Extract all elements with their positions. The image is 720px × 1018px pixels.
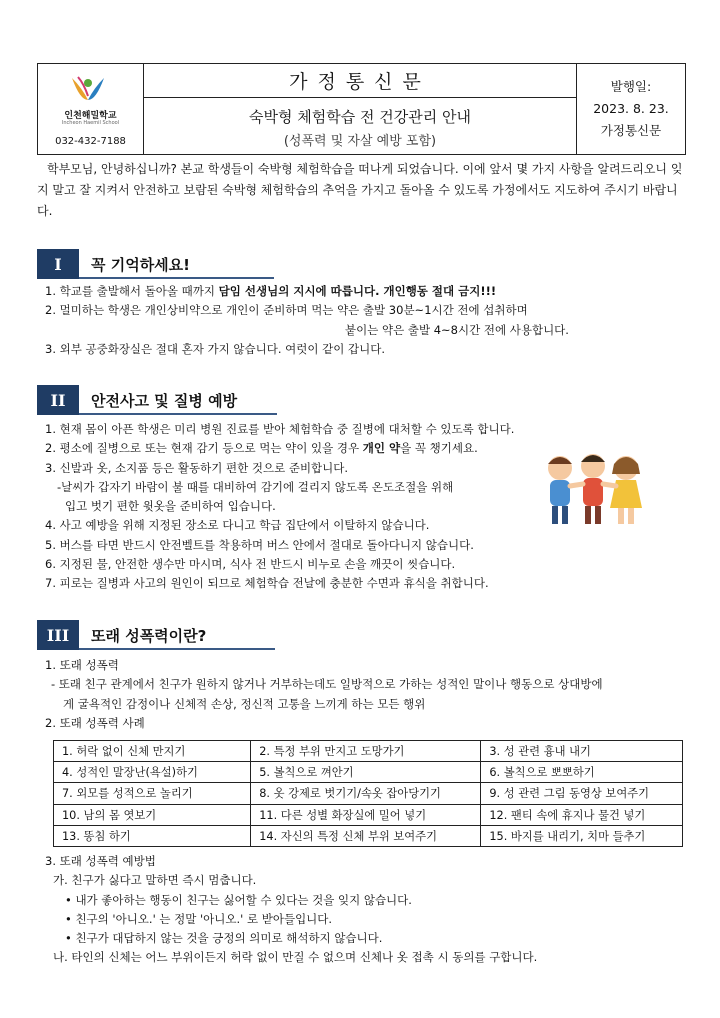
list-item: 2. 평소에 질병으로 또는 현재 감기 등으로 먹는 약이 있을 경우 개인 약을 꼭 챙기세요.	[45, 441, 478, 456]
table-cell: 4. 성적인 말장난(욕설)하기	[54, 762, 251, 783]
table-row	[54, 825, 683, 846]
table-cell: 10. 남의 몸 엿보기	[54, 804, 251, 825]
doc-type: 가정통신문	[600, 123, 662, 138]
school-name: 인천해밀학교	[64, 111, 117, 121]
list-item: 3. 외부 공중화장실은 절대 혼자 가지 않습니다. 여럿이 같이 갑니다.	[45, 341, 386, 356]
section-1-header	[37, 249, 190, 279]
newsletter-subtitle: 숙박형 체험학습 전 건강관리 안내	[249, 108, 471, 126]
list-item: 2. 또래 성폭력 사례	[45, 715, 145, 730]
table-cell: 2. 특정 부위 만지고 도망가기	[251, 741, 481, 762]
section-2-underline	[79, 413, 277, 415]
cases-table	[53, 740, 683, 847]
section-2-number: II	[37, 385, 79, 415]
section-1-underline	[79, 277, 274, 279]
table-cell: 12. 팬티 속에 휴지나 물건 넣기	[481, 804, 683, 825]
table-cell: 3. 성 관련 흉내 내기	[481, 741, 683, 762]
children-illustration	[538, 450, 648, 528]
table-cell: 5. 볼칙으로 껴안기	[251, 762, 481, 783]
table-row	[54, 783, 683, 804]
section-3-prevention	[45, 852, 685, 968]
table-cell: 8. 옷 강제로 벗기기/속옷 잡아당기기	[251, 783, 481, 804]
section-2-title: 안전사고 및 질병 예방	[91, 391, 238, 410]
table-cell: 11. 다른 성별 화장실에 밀어 넣기	[251, 804, 481, 825]
list-item: 2. 멀미하는 학생은 개인상비약으로 개인이 준비하며 먹는 약은 출발 30분~1시간 전에 섭취하며	[45, 303, 528, 318]
table-cell: 15. 바지를 내리기, 치마 들추기	[481, 825, 683, 846]
list-item: 5. 버스를 타면 반드시 안전벨트를 착용하며 버스 안에서 절대로 돌아다니지 않습니다.	[45, 537, 474, 552]
list-item: 7. 피로는 질병과 사고의 원인이 되므로 체험학습 전날에 충분한 수면과 휴식을 취합니다.	[45, 576, 489, 591]
header-box	[37, 63, 686, 155]
list-item: 1. 또래 성폭력	[45, 658, 119, 672]
list-item: 3. 또래 성폭력 예방법	[45, 854, 156, 868]
table-row	[54, 804, 683, 825]
section-3-number: III	[37, 620, 79, 650]
list-item: 1. 학교를 출발해서 돌아올 때까지 담임 선생님의 지시에 따릅니다. 개인행동 절대 금지!!!	[45, 284, 497, 298]
issue-date: 2023. 8. 23.	[593, 101, 669, 116]
list-item: 4. 사고 예방을 위해 지정된 장소로 다니고 학급 집단에서 이탈하지 않습니다.	[45, 518, 430, 533]
list-item: • 내가 좋아하는 행동이 친구는 싫어할 수 있다는 것을 잊지 않습니다.	[65, 892, 412, 907]
school-logo-cell	[38, 64, 144, 154]
section-1-number: I	[37, 249, 79, 279]
school-logo-icon	[68, 74, 108, 104]
list-item: - 또래 친구 관계에서 친구가 원하지 않거나 거부하는데도 일방적으로 가하는 성적인 말이나 행동으로 상대방에	[51, 677, 603, 692]
table-cell: 13. 똥침 하기	[54, 825, 251, 846]
table-cell: 7. 외모를 성적으로 놀리기	[54, 783, 251, 804]
list-item: • 친구가 대답하지 않는 것을 긍정의 의미로 해석하지 않습니다.	[65, 931, 383, 946]
list-item: 3. 신발과 옷, 소지품 등은 활동하기 편한 것으로 준비합니다.	[45, 460, 349, 475]
section-3-underline	[79, 648, 275, 650]
title-cell	[144, 64, 577, 154]
table-cell: 9. 성 관련 그림 동영상 보여주기	[481, 783, 683, 804]
section-3-definition	[45, 656, 685, 733]
table-row	[54, 741, 683, 762]
table-cell: 1. 허락 없이 신체 만지기	[54, 741, 251, 762]
school-name-en: Incheon Haemil School	[61, 120, 120, 126]
newsletter-title: 가정통신문	[144, 64, 576, 98]
intro-paragraph: 학부모님, 안녕하십니까? 본교 학생들이 숙박형 체험학습을 떠나게 되었습니다. 이에 앞서 몇 가지 사항을 알려드리오니 잊지 말고 잘 지켜서 안전하고 보람된 숙박형 체험학습의 추억을 가지고 돌아올 수 있도록 가정에서도 지도하여 주시기 바랍니다.	[37, 162, 683, 218]
list-item: 1. 현재 몸이 아픈 학생은 미리 병원 진료를 받아 체험학습 중 질병에 대처할 수 있도록 합니다.	[45, 422, 515, 436]
list-item: -날씨가 갑자기 바람이 불 때를 대비하여 감기에 걸리지 않도록 온도조절을 위해	[57, 479, 454, 494]
issue-label: 발행일:	[610, 79, 652, 94]
list-item: 붙이는 약은 출발 4~8시간 전에 사용합니다.	[345, 322, 569, 337]
list-item: 6. 지정된 물, 안전한 생수만 마시며, 식사 전 반드시 비누로 손을 깨끗이 씻습니다.	[45, 557, 456, 572]
section-1-list	[45, 282, 685, 359]
section-3-header	[37, 620, 206, 650]
school-phone: 032-432-7188	[55, 136, 126, 147]
newsletter-subtitle-note: (성폭력 및 자살 예방 포함)	[283, 134, 437, 149]
table-cell: 14. 자신의 특정 신체 부위 보여주기	[251, 825, 481, 846]
list-item: 나. 타인의 신체는 어느 부위이든지 허락 없이 만질 수 없으며 신체나 옷 접촉 시 동의를 구합니다.	[53, 950, 538, 965]
section-3-title: 또래 성폭력이란?	[91, 626, 207, 645]
list-item: • 친구의 '아니오.' 는 정말 '아니오.' 로 받아들입니다.	[65, 911, 333, 926]
section-1-title: 꼭 기억하세요!	[91, 255, 191, 274]
table-row	[54, 762, 683, 783]
issue-info-cell	[577, 64, 685, 154]
table-cell: 6. 볼칙으로 뽀뽀하기	[481, 762, 683, 783]
list-item: 입고 벗기 편한 윗옷을 준비하여 입습니다.	[65, 499, 276, 514]
section-2-header	[37, 385, 237, 415]
list-item: 게 굴욕적인 감정이나 신체적 손상, 정신적 고통을 느끼게 하는 모든 행위	[63, 696, 426, 711]
list-item: 가. 친구가 싫다고 말하면 즉시 멈춥니다.	[53, 873, 257, 888]
